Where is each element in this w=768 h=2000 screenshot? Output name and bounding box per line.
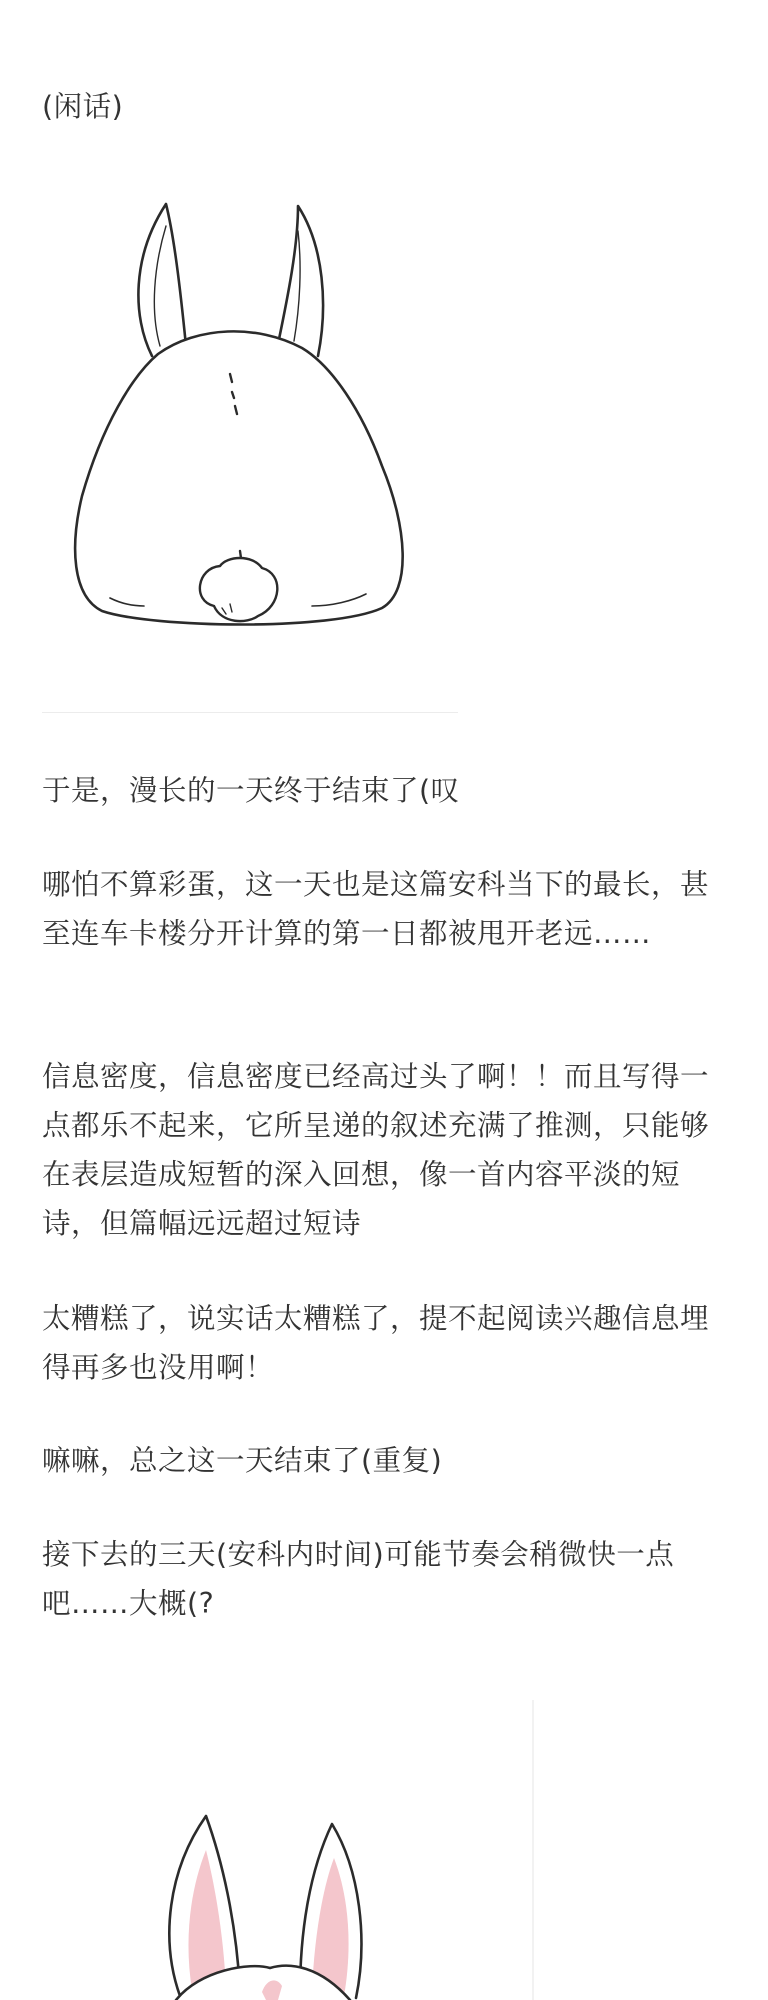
- paragraph: 于是，漫长的一天终于结束了(叹: [42, 774, 460, 807]
- paragraph: 太糟糕了，说实话太糟糕了，提不起阅读兴趣信息埋得再多也没用啊！: [42, 1302, 710, 1384]
- paragraph: 接下去的三天(安科内时间)可能节奏会稍微快一点吧……大概(?: [42, 1538, 675, 1620]
- paragraph: 嘛嘛，总之这一天结束了(重复): [42, 1444, 443, 1477]
- rabbit-back-illustration: [62, 196, 422, 658]
- paragraph-aside: (闲话): [42, 90, 124, 123]
- paragraph: 信息密度，信息密度已经高过头了啊！！而且写得一点都乐不起来，它所呈递的叙述充满了推测，只能够在表层造成短暂的深入回想，像一首内容平淡的短诗，但篇幅远远超过短诗: [42, 1060, 710, 1240]
- image-caption-divider: [42, 712, 458, 713]
- paragraph: 哪怕不算彩蛋，这一天也是这篇安科当下的最长，甚至连车卡楼分开计算的第一日都被甩开老远……: [42, 868, 710, 950]
- rabbit-ears-illustration: [0, 1700, 535, 2000]
